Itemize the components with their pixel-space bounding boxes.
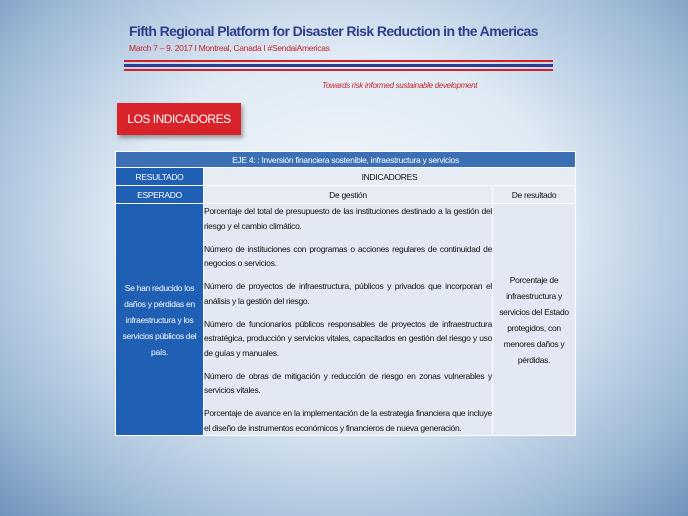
management-indicator-item: Número de obras de mitigación y reducción de riesgo en zonas vulnerables y servicios vitales. — [204, 370, 492, 395]
outcome-indicator-text: Porcentaje de infraestructura y servicios del Estado protegidos, con menores daños y pérdidas. — [493, 204, 576, 436]
header-rule-red-top — [124, 60, 553, 62]
result-header-line-2: ESPERADO — [116, 186, 204, 204]
section-badge: LOS INDICADORES — [117, 103, 241, 135]
slide-subtitle: March 7 – 9. 2017 I Montreal, Canada I #SendaiAmericas — [129, 43, 330, 53]
slide-title: Fifth Regional Platform for Disaster Risk Reduction in the Americas — [129, 23, 538, 39]
axis-title-row — [116, 152, 576, 168]
header-row-1 — [116, 168, 576, 186]
header-rule-red-bottom — [124, 69, 553, 71]
indicators-body-row — [116, 204, 576, 436]
axis-title: EJE 4: : Inversión financiera sostenible, infraestructura y servicios — [116, 152, 576, 168]
management-indicator-item: Número de proyectos de infraestructura, públicos y privados que incorporan el análisis y la gestión del riesgo. — [204, 281, 492, 306]
header-rule-blue — [124, 64, 553, 67]
indicators-table — [115, 151, 576, 436]
management-indicator-item: Número de instituciones con programas o acciones regulares de continuidad de negocios o servicios. — [204, 243, 492, 268]
management-indicator-item: Porcentaje de avance en la implementación de la estrategia financiera que incluye el diseño de instrumentos económicos y financieros de nueva generación. — [204, 408, 492, 433]
management-indicators-cell — [204, 204, 493, 436]
header-row-2 — [116, 186, 576, 204]
management-header: De gestión — [204, 186, 493, 204]
indicators-header: INDICADORES — [204, 168, 576, 186]
management-indicator-item: Número de funcionarios públicos responsables de proyectos de infraestructura estratégica, producción y servicios vitales, capacitados en gestión del riesgo y uso de guías y manuales. — [204, 318, 492, 358]
management-indicator-item: Porcentaje del total de presupuesto de las instituciones destinado a la gestión del riesgo y el cambio climático. — [204, 206, 492, 231]
slide-tagline: Towards risk informed sustainable development — [322, 81, 478, 90]
expected-result-text: Se han reducido los daños y pérdidas en infraestructura y los servicios públicos del país. — [116, 204, 204, 436]
result-header-line-1: RESULTADO — [116, 168, 204, 186]
outcome-header: De resultado — [493, 186, 576, 204]
